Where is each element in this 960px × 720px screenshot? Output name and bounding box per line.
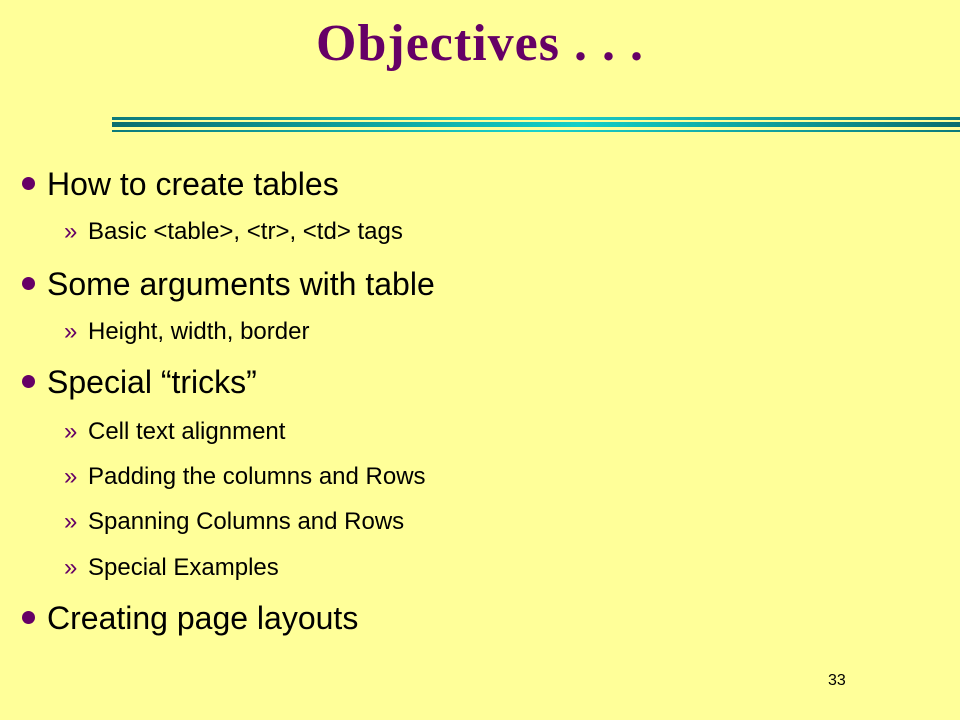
sub-bullet-text: Spanning Columns and Rows [88, 508, 405, 535]
bullet-dot-icon [22, 611, 35, 624]
bullet-dot-icon [22, 375, 35, 388]
title-divider-line [112, 117, 960, 120]
sub-bullet-text: Basic <table>, <tr>, <td> tags [88, 218, 403, 245]
sub-bullet-text: Cell text alignment [88, 418, 286, 445]
sub-bullet-marker-icon: » [64, 418, 78, 445]
sub-bullet-marker-icon: » [64, 554, 78, 581]
sub-bullet-marker-icon: » [64, 218, 78, 245]
title-divider-line [112, 122, 960, 127]
bullet-dot-icon [22, 277, 35, 290]
slide-title: Objectives . . . [316, 15, 644, 72]
bullet-text: Creating page layouts [47, 600, 359, 636]
bullet-text: How to create tables [47, 166, 339, 202]
sub-bullet-marker-icon: » [64, 463, 78, 490]
page-number: 33 [828, 672, 846, 689]
sub-bullet-text: Padding the columns and Rows [88, 463, 426, 490]
bullet-dot-icon [22, 177, 35, 190]
sub-bullet-marker-icon: » [64, 318, 78, 345]
sub-bullet-marker-icon: » [64, 508, 78, 535]
sub-bullet-text: Special Examples [88, 554, 279, 581]
bullet-text: Special “tricks” [47, 364, 257, 400]
sub-bullet-text: Height, width, border [88, 318, 310, 345]
bullet-text: Some arguments with table [47, 266, 435, 302]
title-divider-line [112, 130, 960, 132]
